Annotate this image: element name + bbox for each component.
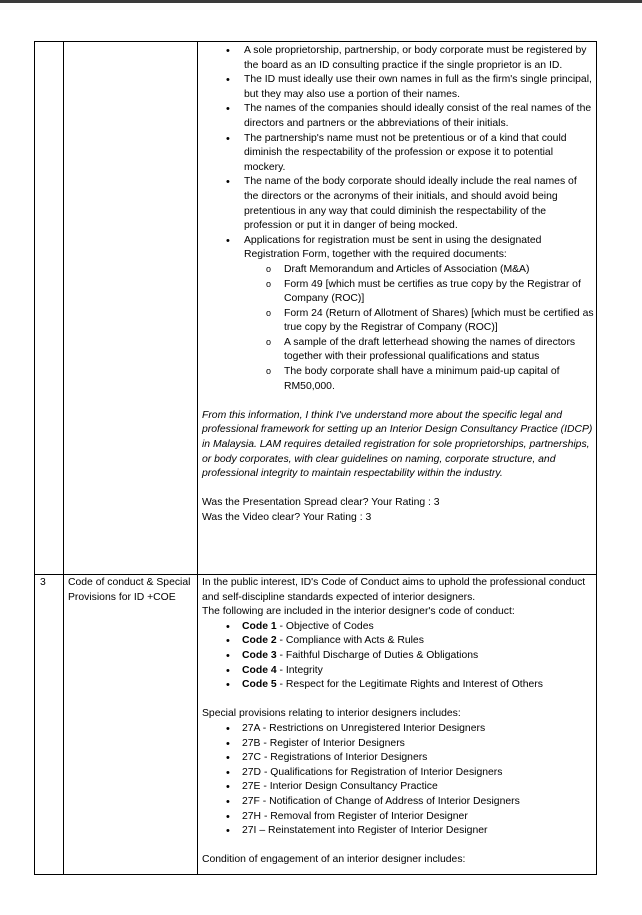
content-table	[34, 41, 597, 875]
row-divider	[35, 574, 596, 575]
sub-list-item: o The body corporate shall have a minimum paid-up capital of RM50,000.	[244, 365, 594, 394]
row-number: 3	[40, 577, 46, 588]
list-item: • 27F - Notification of Change of Address of Interior Designers	[202, 795, 594, 810]
list-item: • The partnership's name must not be pretentious or of a kind that could diminish the respectability of the profession or expose it to potential mockery.	[202, 132, 594, 176]
code-intro: In the public interest, ID's Code of Conduct aims to uphold the professional conduct and self-discipline standards expected of interior designers.	[202, 577, 586, 603]
video-rating: Was the Video clear? Your Rating : 3	[202, 512, 372, 523]
list-item: • Code 4 - Integrity	[202, 664, 594, 679]
window-top-bar	[0, 0, 642, 3]
list-item: • Code 3 - Faithful Discharge of Duties & Obligations	[202, 649, 594, 664]
column-divider-2	[197, 42, 198, 875]
list-item: • The names of the companies should ideally consist of the real names of the directors and partners or the abbreviations of their initials.	[202, 102, 594, 131]
sub-list-item: o Form 49 [which must be certifies as true copy by the Registrar of Company (ROC)]	[244, 278, 594, 307]
list-item: • The name of the body corporate should ideally include the real names of the directors or the acronyms of their initials, and should avoid being pretentious in any way that could diminish the respectability of the profession or put it in danger of being mocked.	[202, 175, 594, 233]
column-divider-1	[63, 42, 64, 875]
list-item: • 27E - Interior Design Consultancy Practice	[202, 780, 594, 795]
codes-heading: The following are included in the interior designer's code of conduct:	[202, 606, 515, 618]
list-item: • 27A - Restrictions on Unregistered Interior Designers	[202, 722, 594, 737]
special-provisions-list	[202, 722, 594, 839]
list-item: • 27C - Registrations of Interior Designers	[202, 751, 594, 766]
list-item: • 27I – Reinstatement into Register of Interior Designer	[202, 824, 594, 839]
reflection-paragraph: From this information, I think I've understand more about the specific legal and professional framework for setting up an Interior Design Consultancy Practice (IDCP) in Malaysia. LAM requires detailed registration for sole proprietorships, partnerships, or body corporates, with clear guidelines on naming, corporate structure, and professional integrity to maintain respectability within the industry.	[202, 409, 593, 480]
registration-bullet-list	[202, 44, 594, 394]
list-item: • The ID must ideally use their own names in full as the firm's single principal, but they may also use a portion of their names.	[202, 73, 594, 102]
list-item: • 27B - Register of Interior Designers	[202, 737, 594, 752]
list-item: • Code 2 - Compliance with Acts & Rules	[202, 634, 594, 649]
engagement-heading: Condition of engagement of an interior designer includes:	[202, 854, 466, 866]
list-item: • 27H - Removal from Register of Interior Designer	[202, 810, 594, 825]
list-item	[202, 234, 594, 395]
code-of-conduct-list	[202, 620, 594, 693]
table-bottom-edge	[34, 874, 597, 875]
row3-content	[202, 576, 594, 868]
list-item: • 27D - Qualifications for Registration of Interior Designers	[202, 766, 594, 781]
row-topic: Code of conduct & Special Provisions for ID +COE	[68, 577, 191, 603]
list-item: • A sole proprietorship, partnership, or body corporate must be registered by the board as an ID consulting practice if the single proprietor is an ID.	[202, 44, 594, 73]
sub-list-item: o Draft Memorandum and Articles of Association (M&A)	[244, 263, 594, 278]
presentation-rating: Was the Presentation Spread clear? Your Rating : 3	[202, 497, 440, 509]
list-item-text: Applications for registration must be sent in using the designated Registration Form, together with the required documents:	[244, 234, 542, 261]
special-provisions-heading: Special provisions relating to interior designers includes:	[202, 708, 461, 720]
sub-list-item: o Form 24 (Return of Allotment of Shares) [which must be certified as true copy by the Registrar of Company (ROC)]	[244, 307, 594, 336]
list-item: • Code 1 - Objective of Codes	[202, 620, 594, 635]
list-item: • Code 5 - Respect for the Legitimate Rights and Interest of Others	[202, 678, 594, 693]
row-continued-content	[202, 44, 594, 526]
required-documents-list	[244, 263, 594, 394]
sub-list-item: o A sample of the draft letterhead showing the names of directors together with their professional qualifications and status	[244, 336, 594, 365]
